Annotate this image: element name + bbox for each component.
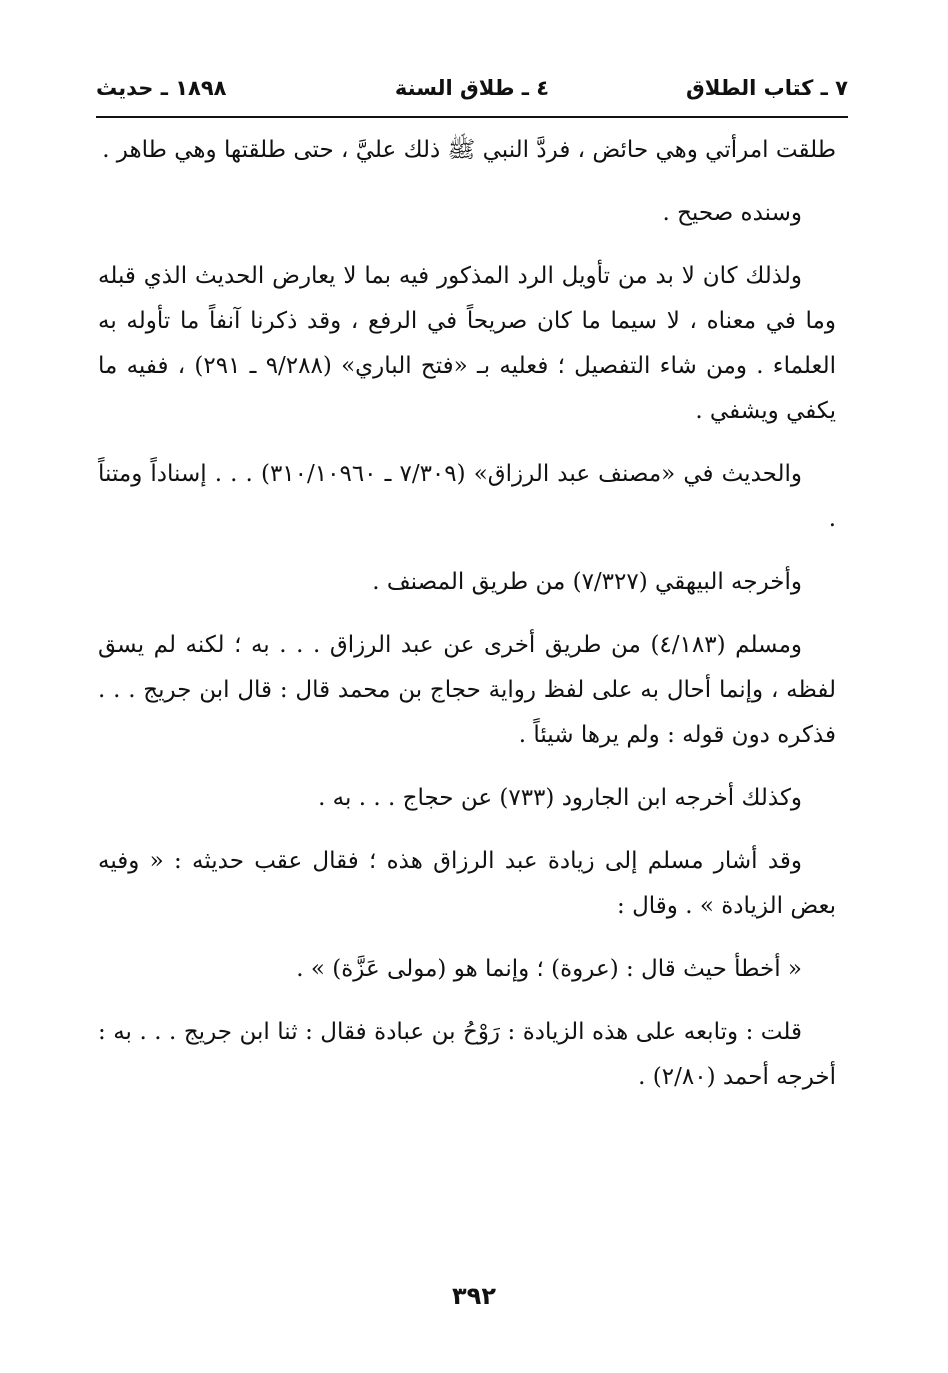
header-hadith-number: ١٨٩٨ ـ حديث	[96, 76, 227, 100]
header-chapter-title: ٤ ـ طلاق السنة	[394, 76, 550, 100]
paragraph-10: قلت : وتابعه على هذه الزيادة : رَوْحُ بن عبادة فقال : ثنا ابن جريج . . . به : أخرجه أحمد (٢/٨٠) .	[98, 1019, 836, 1090]
running-header	[96, 76, 848, 110]
paragraph-6: ومسلم (٤/١٨٣) من طريق أخرى عن عبد الرزاق . . . به ؛ لكنه لم يسق لفظه ، وإنما أحال به على لفظ رواية حجاج بن محمد قال : قال ابن جريج . . . فذكره دون قوله : ولم يرها شيئاً .	[98, 632, 836, 748]
page-body	[98, 128, 836, 1118]
paragraph-9: « أخطأ حيث قال : (عروة) ؛ وإنما هو (مولى عَزَّة) » .	[296, 956, 802, 982]
paragraph-2: وسنده صحيح .	[662, 200, 802, 226]
page-number: ٣٩٢	[452, 1282, 496, 1310]
paragraph-3: ولذلك كان لا بد من تأويل الرد المذكور فيه بما لا يعارض الحديث الذي قبله وما في معناه ، لا سيما ما كان صريحاً في الرفع ، وقد ذكرنا آنفاً ما تأوله به العلماء . ومن شاء التفصيل ؛ فعليه بـ «فتح الباري» (٩/٢٨٨ ـ ٢٩١) ، ففيه ما يكفي ويشفي .	[98, 263, 836, 424]
header-divider	[96, 116, 848, 118]
paragraph-1: طلقت امرأتي وهي حائض ، فردَّ النبي ﷺ ذلك عليَّ ، حتى طلقتها وهي طاهر .	[102, 137, 836, 163]
paragraph-8: وقد أشار مسلم إلى زيادة عبد الرزاق هذه ؛ فقال عقب حديثه : « وفيه بعض الزيادة » . وقال :	[98, 848, 836, 919]
paragraph-4: والحديث في «مصنف عبد الرزاق» (٧/٣٠٩ ـ ٣١٠/١٠٩٦٠) . . . إسناداً ومتناً .	[98, 461, 836, 532]
paragraph-5: وأخرجه البيهقي (٧/٣٢٧) من طريق المصنف .	[372, 569, 802, 595]
paragraph-7: وكذلك أخرجه ابن الجارود (٧٣٣) عن حجاج . . . به .	[318, 785, 802, 811]
header-book-title: ٧ ـ كتاب الطلاق	[686, 76, 848, 100]
